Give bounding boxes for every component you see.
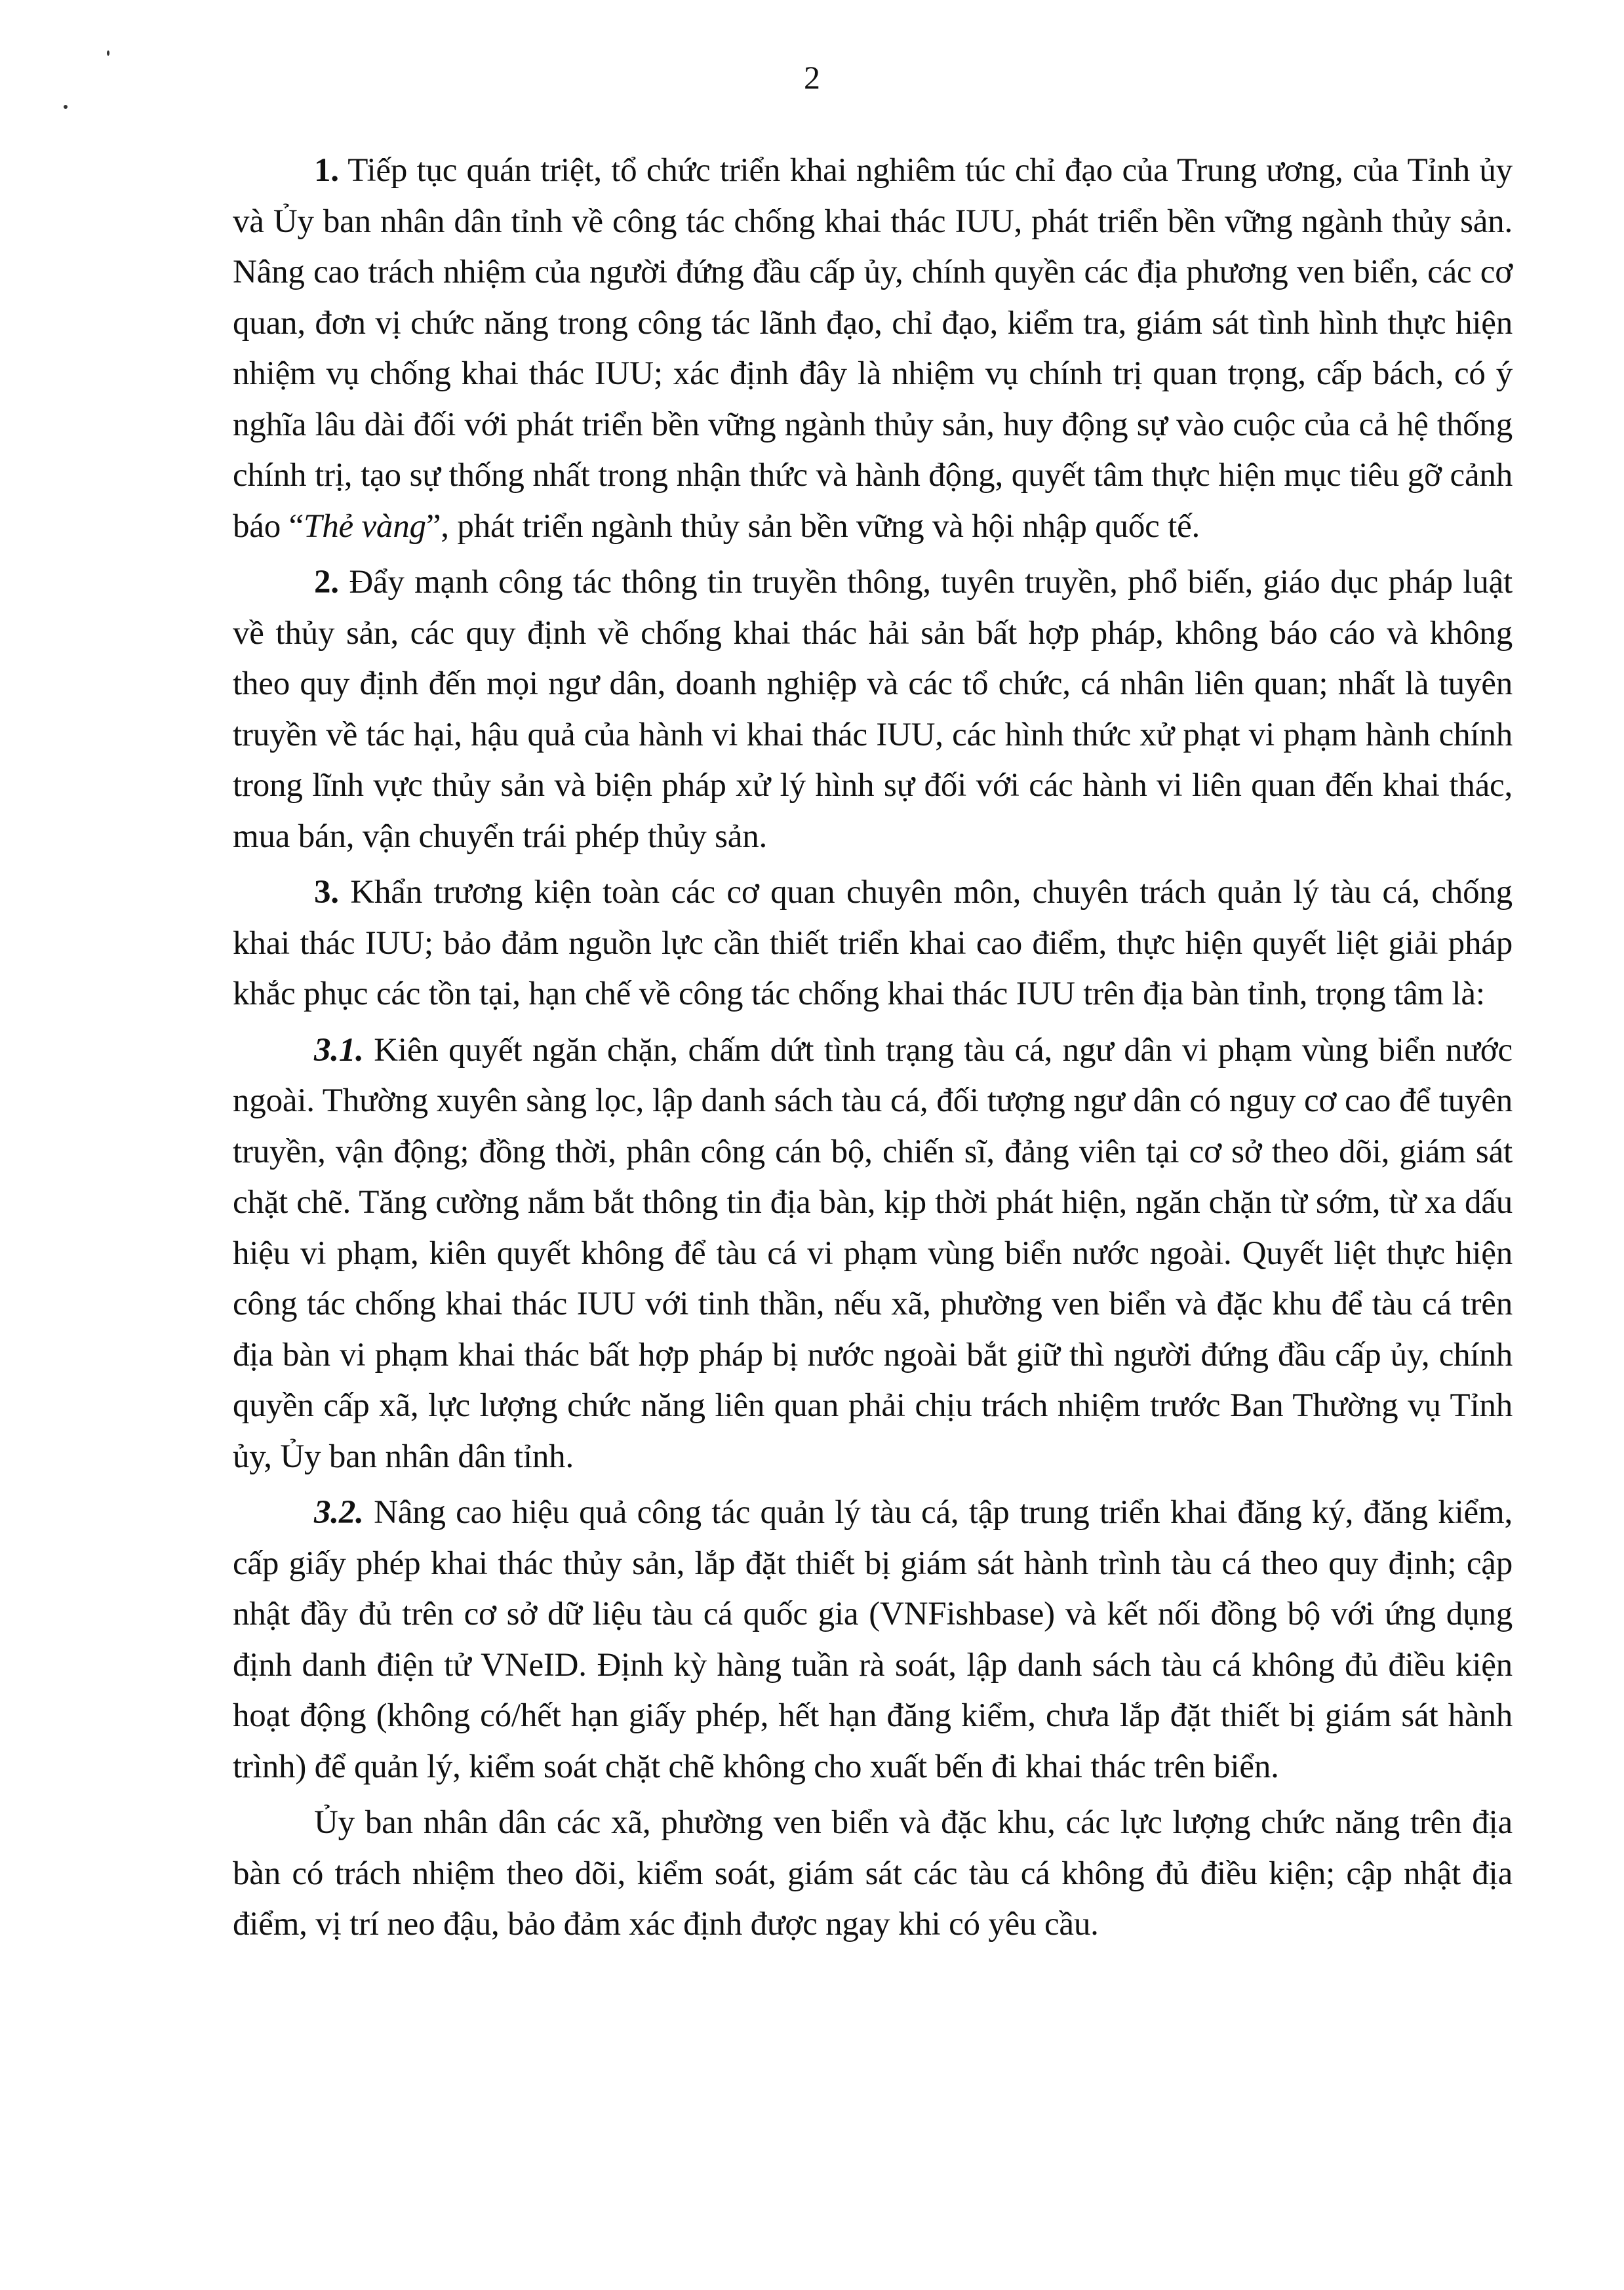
paragraph-3-2 bbox=[233, 1488, 1513, 1792]
scan-speck bbox=[107, 50, 109, 56]
paragraph-text: Tiếp tục quán triệt, tổ chức triển khai nghiêm túc chỉ đạo của Trung ương, của Tỉnh ủy và Ủy ban nhân dân tỉnh về công tác chống khai thác IUU, phát triển bền vững ngành thủy sản. Nâng cao trách nhiệm của người đứng đầu cấp ủy, chính quyền các địa phương ven biển, các cơ quan, đơn vị chức năng trong công tác lãnh đạo, chỉ đạo, kiểm tra, giám sát tình hình thực hiện nhiệm vụ chống khai thác IUU; xác định đây là nhiệm vụ chính trị quan trọng, cấp bách, có ý nghĩa lâu dài đối với phát triển bền vững ngành thủy sản, huy động sự vào cuộc của cả hệ thống chính trị, tạo sự thống nhất trong nhận thức và hành động, quyết tâm thực hiện mục tiêu gỡ cảnh báo “ bbox=[233, 152, 1513, 545]
paragraph-3-1 bbox=[233, 1025, 1513, 1483]
paragraph-1 bbox=[233, 146, 1513, 552]
paragraph-4 bbox=[233, 1798, 1513, 1950]
paragraph-text: Khẩn trương kiện toàn các cơ quan chuyên môn, chuyên trách quản lý tàu cá, chống khai thác IUU; bảo đảm nguồn lực cần thiết triển khai cao điểm, thực hiện quyết liệt giải pháp khắc phục các tồn tại, hạn chế về công tác chống khai thác IUU trên địa bàn tỉnh, trọng tâm là: bbox=[233, 874, 1513, 1012]
paragraph-text: Ủy ban nhân dân các xã, phường ven biển và đặc khu, các lực lượng chức năng trên địa bàn có trách nhiệm theo dõi, kiểm soát, giám sát các tàu cá không đủ điều kiện; cập nhật địa điểm, vị trí neo đậu, bảo đảm xác định được ngay khi có yêu cầu. bbox=[233, 1804, 1513, 1943]
scan-speck bbox=[64, 105, 68, 109]
paragraph-text: Kiên quyết ngăn chặn, chấm dứt tình trạng tàu cá, ngư dân vi phạm vùng biển nước ngoài. Thường xuyên sàng lọc, lập danh sách tàu cá, đối tượng ngư dân có nguy cơ cao để tuyên truyền, vận động; đồng thời, phân công cán bộ, chiến sĩ, đảng viên tại cơ sở theo dõi, giám sát chặt chẽ. Tăng cường nắm bắt thông tin địa bàn, kịp thời phát hiện, ngăn chặn từ sớm, từ xa dấu hiệu vi phạm, kiên quyết không để tàu cá vi phạm vùng biển nước ngoài. Quyết liệt thực hiện công tác chống khai thác IUU với tinh thần, nếu xã, phường ven biển và đặc khu để tàu cá trên địa bàn vi phạm khai thác bất hợp pháp bị nước ngoài bắt giữ thì người đứng đầu cấp ủy, chính quyền cấp xã, lực lượng chức năng liên quan phải chịu trách nhiệm trước Ban Thường vụ Tỉnh ủy, Ủy ban nhân dân tỉnh. bbox=[233, 1031, 1513, 1475]
paragraph-number: 1. bbox=[314, 152, 339, 189]
paragraph-2 bbox=[233, 557, 1513, 862]
paragraph-text: Đẩy mạnh công tác thông tin truyền thông, tuyên truyền, phổ biến, giáo dục pháp luật về thủy sản, các quy định về chống khai thác hải sản bất hợp pháp, không báo cáo và không theo quy định đến mọi ngư dân, doanh nghiệp và các tổ chức, cá nhân liên quan; nhất là tuyên truyền về tác hại, hậu quả của hành vi khai thác IUU, các hình thức xử phạt vi phạm hành chính trong lĩnh vực thủy sản và biện pháp xử lý hình sự đối với các hành vi liên quan đến khai thác, mua bán, vận chuyển trái phép thủy sản. bbox=[233, 564, 1513, 855]
paragraph-number: 2. bbox=[314, 564, 339, 601]
paragraph-text: Nâng cao hiệu quả công tác quản lý tàu cá, tập trung triển khai đăng ký, đăng kiểm, cấp giấy phép khai thác thủy sản, lắp đặt thiết bị giám sát hành trình tàu cá theo quy định; cập nhật đầy đủ trên cơ sở dữ liệu tàu cá quốc gia (VNFishbase) và kết nối đồng bộ với ứng dụng định danh điện tử VNeID. Định kỳ hàng tuần rà soát, lập danh sách tàu cá không đủ điều kiện hoạt động (không có/hết hạn giấy phép, hết hạn đăng kiểm, chưa lắp đặt thiết bị giám sát hành trình) để quản lý, kiểm soát chặt chẽ không cho xuất bến đi khai thác trên biển. bbox=[233, 1494, 1513, 1785]
paragraph-emphasis: Thẻ vàng bbox=[304, 507, 426, 545]
page-number: 2 bbox=[804, 59, 820, 96]
document-body bbox=[233, 146, 1513, 1956]
paragraph-number: 3.2. bbox=[314, 1494, 364, 1531]
paragraph-number: 3. bbox=[314, 874, 339, 911]
paragraph-text: ”, phát triển ngành thủy sản bền vững và hội nhập quốc tế. bbox=[426, 507, 1200, 545]
paragraph-3 bbox=[233, 867, 1513, 1020]
paragraph-number: 3.1. bbox=[314, 1031, 364, 1069]
